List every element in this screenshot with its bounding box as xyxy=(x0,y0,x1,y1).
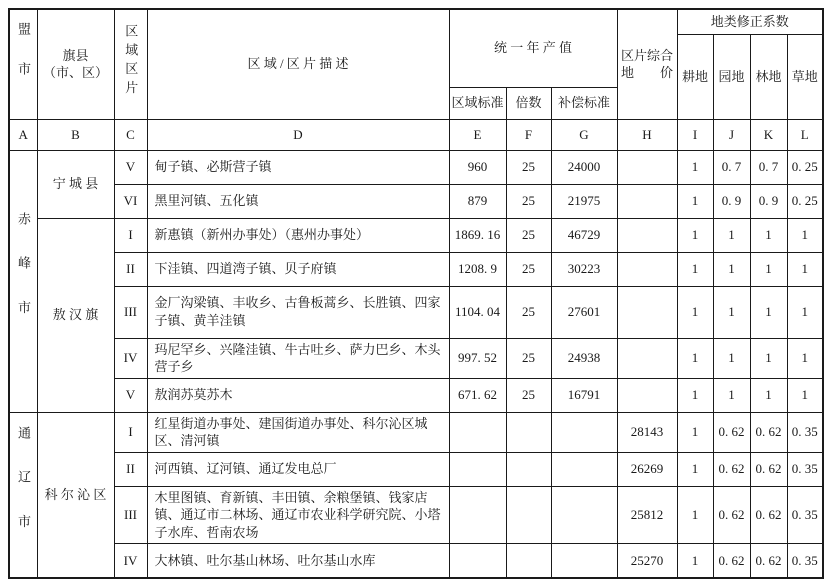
table-row xyxy=(9,286,823,338)
header-zone-code xyxy=(114,9,147,119)
farm-coef-cell: 1 xyxy=(677,252,713,286)
std-cell: 879 xyxy=(449,184,506,218)
zone-desc-cell: 下洼镇、四道湾子镇、贝子府镇 xyxy=(147,252,449,286)
header-correction xyxy=(677,9,823,34)
farm-coef-cell: 1 xyxy=(677,412,713,452)
price-cell xyxy=(617,184,677,218)
comp-cell: 46729 xyxy=(551,218,617,252)
zone-desc-cell: 新惠镇（新州办事处）（惠州办事处） xyxy=(147,218,449,252)
std-cell xyxy=(449,544,506,578)
grass-coef-cell: 1 xyxy=(787,286,823,338)
mult-cell: 25 xyxy=(506,378,551,412)
garden-coef-cell: 0. 9 xyxy=(713,184,750,218)
zone-desc-cell: 敖润苏莫苏木 xyxy=(147,378,449,412)
header-league-city xyxy=(9,9,37,119)
zone-code-cell: IV xyxy=(114,338,147,378)
forest-coef-cell: 1 xyxy=(750,338,787,378)
grass-coef-cell: 1 xyxy=(787,338,823,378)
header-unified-output xyxy=(449,9,617,87)
zone-code-cell: V xyxy=(114,378,147,412)
mult-cell: 25 xyxy=(506,338,551,378)
price-cell: 28143 xyxy=(617,412,677,452)
garden-coef-cell: 1 xyxy=(713,378,750,412)
grass-coef-cell: 0. 35 xyxy=(787,452,823,486)
price-cell: 25812 xyxy=(617,486,677,544)
comp-cell: 21975 xyxy=(551,184,617,218)
county-cell: 科 尔 沁 区 xyxy=(37,412,114,578)
col-letter-h: H xyxy=(617,119,677,150)
price-cell: 26269 xyxy=(617,452,677,486)
zone-code-cell: III xyxy=(114,486,147,544)
col-letter-k: K xyxy=(750,119,787,150)
header-zone-price-line2: 地 价 xyxy=(620,65,673,81)
city-cell xyxy=(9,150,37,412)
table-row xyxy=(9,184,823,218)
mult-cell: 25 xyxy=(506,286,551,338)
garden-coef-cell: 0. 62 xyxy=(713,544,750,578)
std-cell xyxy=(449,486,506,544)
garden-coef-cell: 0. 62 xyxy=(713,452,750,486)
garden-coef-cell: 0. 62 xyxy=(713,412,750,452)
zone-desc-cell: 大林镇、吐尔基山林场、吐尔基山水库 xyxy=(147,544,449,578)
grass-coef-cell: 0. 35 xyxy=(787,486,823,544)
std-cell xyxy=(449,412,506,452)
farm-coef-cell: 1 xyxy=(677,544,713,578)
col-letter-e: E xyxy=(449,119,506,150)
grass-coef-cell: 0. 25 xyxy=(787,150,823,184)
header-zone-price xyxy=(617,9,677,119)
county-cell: 宁 城 县 xyxy=(37,150,114,218)
zone-code-cell: II xyxy=(114,252,147,286)
std-cell: 1208. 9 xyxy=(449,252,506,286)
garden-coef-cell: 0. 62 xyxy=(713,486,750,544)
col-letter-c: C xyxy=(114,119,147,150)
forest-coef-cell: 1 xyxy=(750,218,787,252)
std-cell: 1869. 16 xyxy=(449,218,506,252)
zone-code-cell: III xyxy=(114,286,147,338)
header-zone-desc xyxy=(147,9,449,119)
table-row xyxy=(9,338,823,378)
city-label: 通辽市 xyxy=(16,426,32,559)
farm-coef-cell: 1 xyxy=(677,150,713,184)
garden-coef-cell: 1 xyxy=(713,218,750,252)
header-comp-std: 补偿标准 xyxy=(551,87,617,119)
table-row xyxy=(9,378,823,412)
zone-desc-cell: 金厂沟梁镇、丰收乡、古鲁板蒿乡、长胜镇、四家子镇、黄羊洼镇 xyxy=(147,286,449,338)
garden-coef-cell: 1 xyxy=(713,286,750,338)
zone-desc-cell: 黑里河镇、五化镇 xyxy=(147,184,449,218)
forest-coef-cell: 0. 9 xyxy=(750,184,787,218)
header-multiplier: 倍数 xyxy=(506,87,551,119)
grass-coef-cell: 1 xyxy=(787,378,823,412)
std-cell: 997. 52 xyxy=(449,338,506,378)
header-unified-output-label: 统 一 年 产 值 xyxy=(493,40,572,56)
price-cell xyxy=(617,338,677,378)
table-row xyxy=(9,486,823,544)
header-county xyxy=(37,9,114,119)
price-cell: 25270 xyxy=(617,544,677,578)
garden-coef-cell: 0. 7 xyxy=(713,150,750,184)
table-row xyxy=(9,412,823,452)
forest-coef-cell: 0. 62 xyxy=(750,452,787,486)
mult-cell: 25 xyxy=(506,150,551,184)
mult-cell: 25 xyxy=(506,184,551,218)
header-zone-desc-label: 区 域 / 区 片 描 述 xyxy=(247,56,349,72)
mult-cell: 25 xyxy=(506,252,551,286)
header-county-line1: 旗县 xyxy=(62,47,89,63)
forest-coef-cell: 0. 62 xyxy=(750,486,787,544)
zone-code-cell: I xyxy=(114,412,147,452)
farm-coef-cell: 1 xyxy=(677,338,713,378)
garden-coef-cell: 1 xyxy=(713,338,750,378)
mult-cell xyxy=(506,412,551,452)
comp-cell: 24938 xyxy=(551,338,617,378)
col-letter-f: F xyxy=(506,119,551,150)
comp-cell: 24000 xyxy=(551,150,617,184)
std-cell: 960 xyxy=(449,150,506,184)
header-forest: 林地 xyxy=(750,34,787,119)
header-farmland: 耕地 xyxy=(677,34,713,119)
header-league-city-label: 盟市 xyxy=(16,21,32,103)
city-cell xyxy=(9,412,37,578)
mult-cell xyxy=(506,486,551,544)
std-cell: 671. 62 xyxy=(449,378,506,412)
forest-coef-cell: 0. 62 xyxy=(750,544,787,578)
comp-cell: 27601 xyxy=(551,286,617,338)
farm-coef-cell: 1 xyxy=(677,184,713,218)
comp-cell: 30223 xyxy=(551,252,617,286)
header-grass: 草地 xyxy=(787,34,823,119)
farm-coef-cell: 1 xyxy=(677,286,713,338)
price-cell xyxy=(617,286,677,338)
price-cell xyxy=(617,252,677,286)
col-letter-l: L xyxy=(787,119,823,150)
forest-coef-cell: 0. 7 xyxy=(750,150,787,184)
table-row xyxy=(9,218,823,252)
mult-cell xyxy=(506,452,551,486)
zone-code-cell: IV xyxy=(114,544,147,578)
table-row xyxy=(9,452,823,486)
col-letter-g: G xyxy=(551,119,617,150)
std-cell xyxy=(449,452,506,486)
mult-cell: 25 xyxy=(506,218,551,252)
table-row xyxy=(9,150,823,184)
grass-coef-cell: 0. 35 xyxy=(787,544,823,578)
header-zone-price-line1: 区片综合 xyxy=(620,47,673,63)
zone-code-cell: VI xyxy=(114,184,147,218)
header-regional-std: 区域标准 xyxy=(449,87,506,119)
header-correction-label: 地类修正系数 xyxy=(710,13,789,29)
forest-coef-cell: 1 xyxy=(750,378,787,412)
comp-cell xyxy=(551,486,617,544)
col-letter-d: D xyxy=(147,119,449,150)
zone-desc-cell: 木里图镇、育新镇、丰田镇、余粮堡镇、钱家店镇、通辽市二林场、通辽市农业科学研究院、小塔子水库、哲南农场 xyxy=(147,486,449,544)
grass-coef-cell: 1 xyxy=(787,252,823,286)
farm-coef-cell: 1 xyxy=(677,378,713,412)
col-letter-b: B xyxy=(37,119,114,150)
price-cell xyxy=(617,218,677,252)
header-garden: 园地 xyxy=(713,34,750,119)
garden-coef-cell: 1 xyxy=(713,252,750,286)
farm-coef-cell: 1 xyxy=(677,452,713,486)
comp-cell xyxy=(551,412,617,452)
zone-desc-cell: 甸子镇、必斯营子镇 xyxy=(147,150,449,184)
comp-cell xyxy=(551,544,617,578)
grass-coef-cell: 0. 35 xyxy=(787,412,823,452)
table-row xyxy=(9,252,823,286)
forest-coef-cell: 0. 62 xyxy=(750,412,787,452)
price-cell xyxy=(617,378,677,412)
table-row xyxy=(9,544,823,578)
col-letter-i: I xyxy=(677,119,713,150)
forest-coef-cell: 1 xyxy=(750,286,787,338)
zone-desc-cell: 玛尼罕乡、兴隆洼镇、牛古吐乡、萨力巴乡、木头营子乡 xyxy=(147,338,449,378)
mult-cell xyxy=(506,544,551,578)
comp-cell xyxy=(551,452,617,486)
header-zone-code-label: 区域区片 xyxy=(123,24,139,100)
land-compensation-table xyxy=(8,8,824,579)
forest-coef-cell: 1 xyxy=(750,252,787,286)
zone-code-cell: V xyxy=(114,150,147,184)
city-label: 赤峰市 xyxy=(16,212,32,346)
std-cell: 1104. 04 xyxy=(449,286,506,338)
zone-desc-cell: 河西镇、辽河镇、通辽发电总厂 xyxy=(147,452,449,486)
grass-coef-cell: 0. 25 xyxy=(787,184,823,218)
comp-cell: 16791 xyxy=(551,378,617,412)
column-letter-row xyxy=(9,119,823,150)
col-letter-j: J xyxy=(713,119,750,150)
col-letter-a: A xyxy=(9,119,37,150)
header-county-line2: （市、区） xyxy=(42,65,108,81)
zone-desc-cell: 红星街道办事处、建国街道办事处、科尔沁区城区、清河镇 xyxy=(147,412,449,452)
zone-code-cell: II xyxy=(114,452,147,486)
zone-code-cell: I xyxy=(114,218,147,252)
farm-coef-cell: 1 xyxy=(677,486,713,544)
farm-coef-cell: 1 xyxy=(677,218,713,252)
grass-coef-cell: 1 xyxy=(787,218,823,252)
county-cell: 敖 汉 旗 xyxy=(37,218,114,412)
price-cell xyxy=(617,150,677,184)
